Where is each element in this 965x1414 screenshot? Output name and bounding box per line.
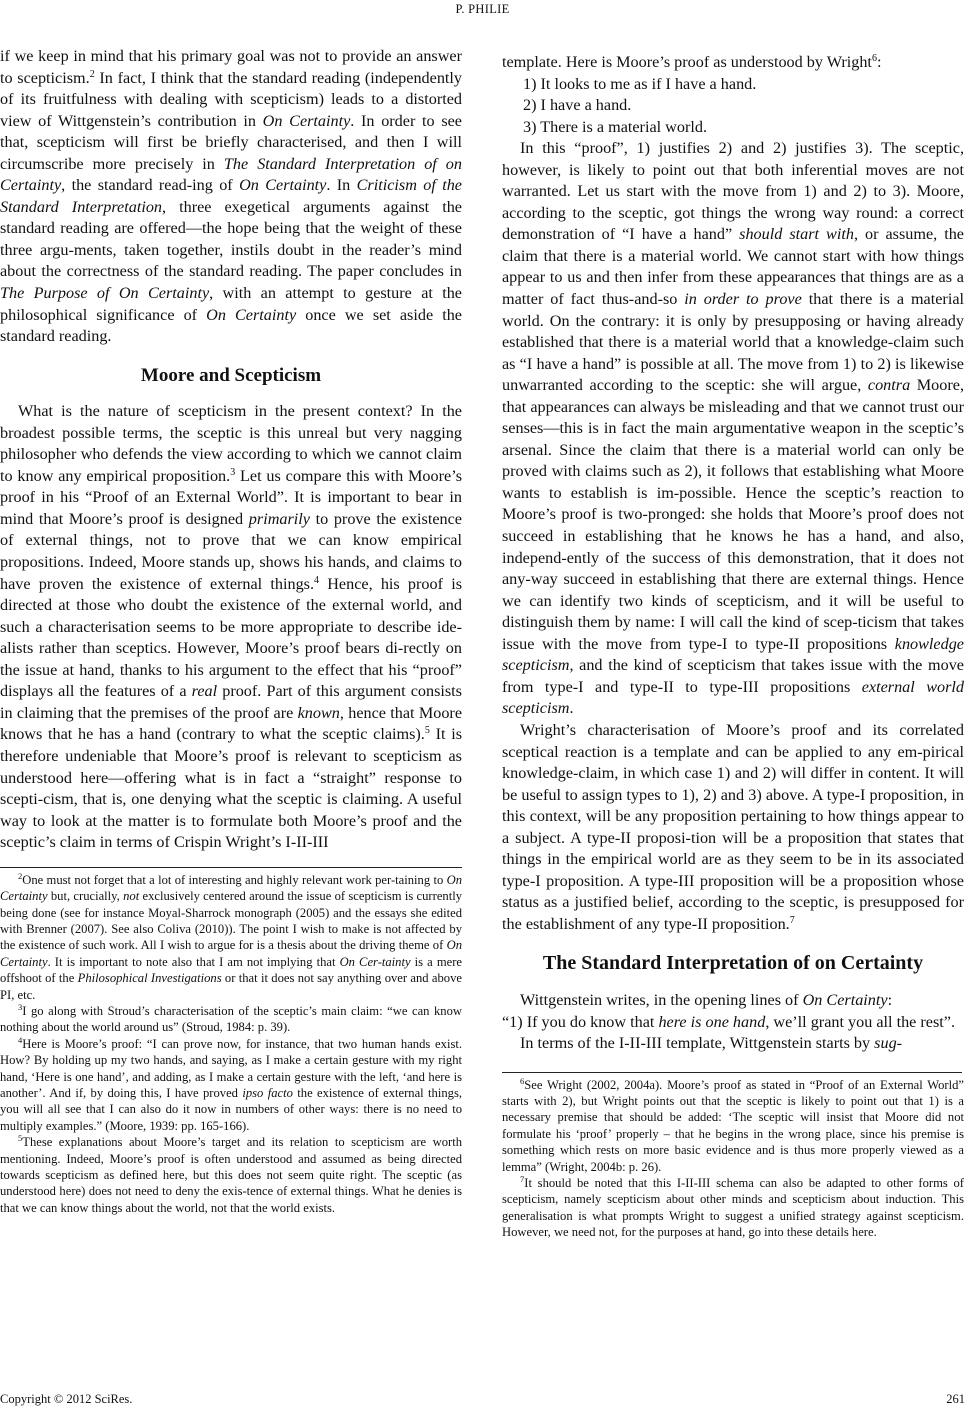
footnote-divider [0,867,462,868]
left-column [0,46,462,1216]
body-paragraph: Wittgenstein writes, in the opening lines of On Certainty: [520,990,893,1009]
body-paragraph: Wright’s characterisation of Moore’s proof and its correlated sceptical reaction is a template and can be applied to any em-pirical knowledge-claim, in which case 1) and 2) will differ in content. It will be useful to assign types to 1), 2) and 3) above. A type-I proposition, in this context, will be any proposition pertaining to how things appear to a subject. A type-II proposi-tion will be a proposition that states that things in the empirical world are as they seem to be in its associated type-I proposition. A type-III proposition will be a proposition whose status as a justified belief, according to the sceptic, is presupposed for the establishment of any type-II proposition.$^7$ [502,720,964,933]
right-column [502,52,964,1241]
footnote: $^4$Here is Moore’s proof: “I can prove now, for instance, that two human hands exist. How? By holding up my two hands, and saying, as I make a certain gesture with my right hand, ‘Here is one hand’, and adding, as I make a certain gesture with the left, ‘and here is another’. And if, by doing this, I have proved ipso facto the existence of external things, you will all see that I can also do it now in numbers of other ways: there is no need to multiply examples.” (Moore, 1939: pp. 165-166). [0,1034,462,1133]
body-paragraph: template. Here is Moore’s proof as understood by Wright$^6$: [502,53,882,71]
footnote-ref[interactable]: 5 [424,725,430,737]
footnote: $^7$It should be noted that this I-II-III schema can also be adapted to other forms of scepticism, namely scepticism about other minds and scepticism about induction. This generalisation is what prompts Wright to suggest a unified strategy against scepticism. However, we need not, for the purposes at hand, go into these details here. [502,1174,964,1240]
section-heading: Moore and Scepticism [140,364,322,386]
proof-step: 2) I have a hand. [523,96,632,115]
proof-step: 3) There is a material world. [523,117,707,136]
section-heading: The Standard Interpretation of on Certainty [542,952,924,975]
body-paragraph: In terms of the I-II-III template, Wittgenstein starts by sug- [520,1034,903,1053]
footnote-ref[interactable]: 6 [871,53,877,64]
footnote-ref[interactable]: 2 [89,68,95,80]
body-paragraph: What is the nature of scepticism in the present context? In the broadest possible terms, the sceptic is this unreal but very nagging philosopher who defends the view according to which we cannot claim to know any empirical proposition.$^3$ Let us compare this with Moore’s proof in his “Proof of an External World”. It is important to bear in mind that Moore’s proof is designed primarily to prove the existence of external things, not to prove that we can know empirical propositions. Indeed, Moore stands up, shows his hands, and claims to have proven the existence of external things.$^4$ Hence, his proof is directed at those who doubt the existence of the external world, and such a characterisation seems to be more appropriate to describe ide-alists rather than sceptics. However, Moore’s proof bears di-rectly on the issue at hand, thanks to his argument to the effect that his “proof” displays all the features of a real proof. Part of this argument consists in claiming that the premises of the proof are known, hence that Moore knows that he has a hand (contrary to what the sceptic claims).$^5$ It is therefore undeniable that Moore’s proof is relevant to scepticism as understood here—offering what is in fact a “straight” response to scepti-cism, that is, one denying what the sceptic is claiming. A useful way to look at the matter is to formulate both Moore’s proof and the sceptic’s claim in terms of Crispin Wright’s I-II-III [0,402,463,852]
proof-step: 1) It looks to me as if I have a hand. [523,74,757,93]
footnote: $^5$These explanations about Moore’s target and its relation to scepticism are worth mentioning. Indeed, Moore’s proof is often understood and assumed as being directed towards scepticism as defined here, but this does not seem quite right. The sceptic (as understood here) does not need to deny the exis-tence of external things. What he denies is that we can know things about the world, not that the world exists. [0,1133,462,1215]
footnote: $^6$See Wright (2002, 2004a). Moore’s proof as stated in “Proof of an External World” starts with 2), but Wright points out that the sceptic is likely to point out that 1) is a necessary premise that should be added: ‘The sceptic will insist that Moore did not formulate his ‘proof’ properly – that he begins in the wrong place, since his premise is something which rests on more basic evidence and is thus more properly viewed as a lemma” (Wright, 2004b: p. 26). [502,1075,964,1174]
footnote-ref[interactable]: 7 [789,914,795,926]
body-paragraph: if we keep in mind that his primary goal was not to provide an answer to scepticism.$^2$ In fact, I think that the standard reading (independently of its fruitfulness with dealing with scepticism) leads to a distorted view of Wittgenstein’s contribution in On Certainty. In order to see that, scepticism will first be briefly characterised, and then I will circumscribe more precisely in The Standard Interpretation of on Certainty, the standard read-ing of On Certainty. In Criticism of the Standard Interpretation, three exegetical arguments against the standard reading are offered—the hope being that the weight of these three argu-ments, taken together, instils doubt in the reader’s mind about the correctness of the standard reading. The paper concludes in The Purpose of On Certainty, with an attempt to gesture at the philosophical significance of On Certainty once we set aside the standard reading. [0,47,463,346]
copyright-notice: Copyright © 2012 SciRes. [0,1392,133,1406]
page-number: 261 [946,1392,965,1406]
body-paragraph: In this “proof”, 1) justifies 2) and 2) justifies 3). The sceptic, however, is likely to point out that both inferential moves are not warranted. Let us start with the move from 1) and 2) to 3). Moore, according to the sceptic, got things the wrong way round: a correct demonstration of “I have a hand” should start with, or assume, the claim that there is a material world. We cannot start with how things appear to us and then infer from these appearances that things are as a matter of fact thus-and-so in order to prove that there is a material world. On the contrary: it is only by presupposing or having already established that there is a material world that a knowledge-claim such as “I have a hand” is possible at all. The move from 1) to 2) is likewise unwarranted according to the sceptic: she will argue, contra Moore, that appearances can always be misleading and that we cannot trust our senses—this is in fact the main argumentative weapon in the sceptic’s arsenal. Since the claim that there is a material world can only be proved with claims such as 2), it follows that establishing what Moore wants to establish is im-possible. Hence the sceptic’s reaction to Moore’s proof is two-pronged: she holds that Moore’s proof does not succeed in establishing that he knows he has a hand, and also, independ-ently of the success of this demonstration, that it does not any-way succeed in establishing that there are external things. Hence we can identify two kinds of scepticism, and it will be useful to distinguish them by name: I will call the kind of scep-ticism that takes issue with the move from type-I to type-II propositions knowledge scepticism, and the kind of scepticism that takes issue with the move from type-I and type-II to type-III propositions external world scepticism. [502,139,964,718]
running-header: P. PHILIE [455,2,510,16]
footnote: $^2$One must not forget that a lot of interesting and highly relevant work per-taining to On Certainty but, crucially, not exclusively centered around the issue of scepticism is currently being done (see for instance Moyal-Sharrock monograph (2005) and the essays she edited with Brenner (2007). See also Coliva (2010)). The point I wish to make is not affected by the existence of such work. All I wish to argue for is a thesis about the driving theme of On Certainty. It is important to note also that I am not implying that On Cer-tainty is a mere offshoot of the Philosophical Investigations or that it does not say anything over and above PI, etc. [0,870,462,1002]
footnote-divider [502,1072,962,1073]
footnote-ref[interactable]: 3 [230,466,236,478]
footnote: $^3$I go along with Stroud’s characterisation of the sceptic’s main claim: “we can know nothing about the world around us” (Stroud, 1984: p. 39). [0,1001,462,1035]
block-quote: “1) If you do know that here is one hand, we’ll grant you all the rest”. [502,1012,956,1031]
footnote-ref[interactable]: 4 [314,574,320,586]
